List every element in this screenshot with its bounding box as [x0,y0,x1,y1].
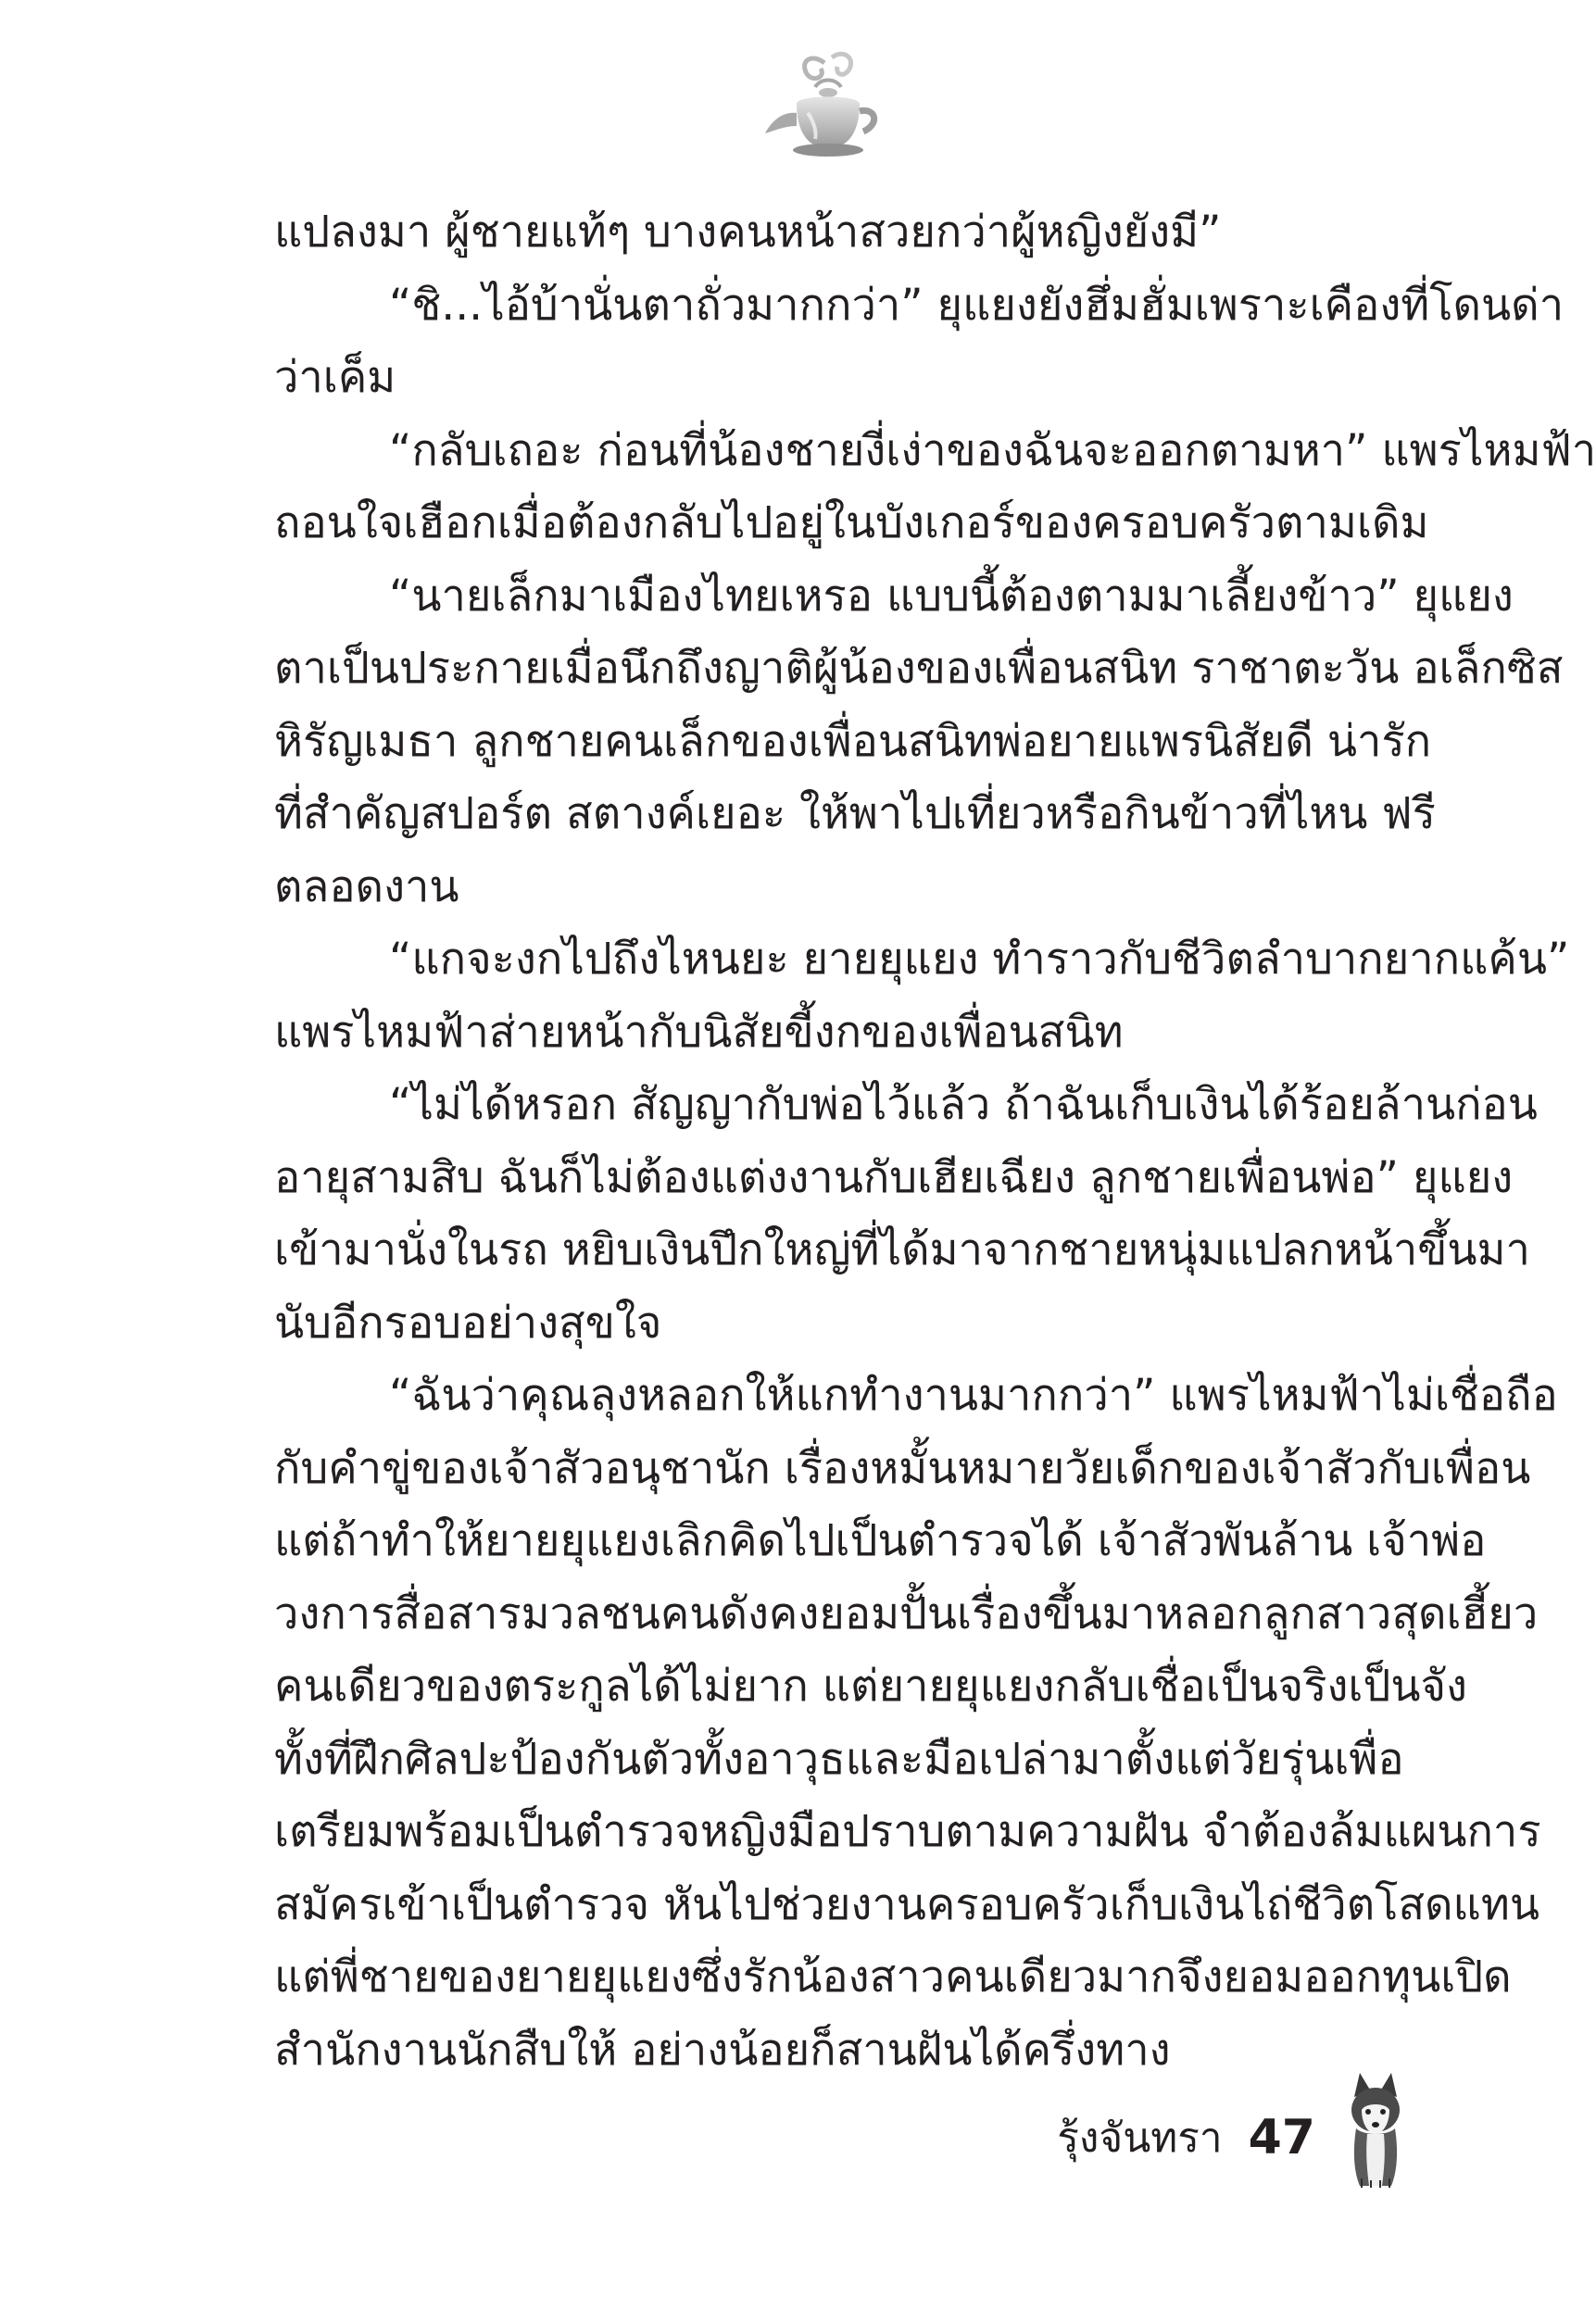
husky-dog-icon [1334,2069,1417,2190]
text-line: ทั้งที่ฝึกศิลปะป้องกันตัวทั้งอาวุธและมือเปล่ามาตั้งแต่วัยรุ่นเพื่อ [274,1733,1404,1785]
page-footer [1019,2101,1315,2175]
body-text [274,196,1596,2087]
teapot-emblem-icon [760,46,889,185]
text-line: สมัครเข้าเป็นตำรวจ หันไปช่วยงานครอบครัวเก็บเงินไถ่ชีวิตโสดแทน [274,1878,1539,1930]
text-line: แต่ถ้าทำให้ยายยุแยงเลิกคิดไปเป็นตำรวจได้ เจ้าสัวพันล้าน เจ้าพ่อ [274,1515,1487,1566]
text-line: แพรไหมฟ้าส่ายหน้ากับนิสัยขี้งกของเพื่อนสนิท [274,1006,1124,1058]
text-line: กับคำขู่ของเจ้าสัวอนุชานัก เรื่องหมั้นหมายวัยเด็กของเจ้าสัวกับเพื่อน [274,1442,1531,1494]
text-line: “นายเล็กมาเมืองไทยเหรอ แบบนี้ต้องตามมาเลี้ยงข้าว” ยุแยง [389,570,1514,621]
text-line: ตลอดงาน [274,860,459,912]
text-line: คนเดียวของตระกูลได้ไม่ยาก แต่ยายยุแยงกลับเชื่อเป็นจริงเป็นจัง [274,1661,1467,1712]
text-line: ตาเป็นประกายเมื่อนึกถึงญาติผู้น้องของเพื่อนสนิท ราชาตะวัน อเล็กซิส [274,643,1564,694]
text-line: “ฉันว่าคุณลุงหลอกให้แกทำงานมากกว่า” แพรไหมฟ้าไม่เชื่อถือ [389,1370,1558,1421]
text-line: “กลับเถอะ ก่อนที่น้องชายงี่เง่าของฉันจะออกตามหา” แพรไหมฟ้า [389,424,1596,476]
text-line: วงการสื่อสารมวลชนคนดังคงยอมปั้นเรื่องขึ้นมาหลอกลูกสาวสุดเฮี้ยว [274,1588,1539,1639]
footer-author: รุ้งจันทรา [1057,2115,1223,2162]
text-line: อายุสามสิบ ฉันก็ไม่ต้องแต่งงานกับเฮียเฉียง ลูกชายเพื่อนพ่อ” ยุแยง [274,1151,1514,1203]
text-line: “ชิ...ไอ้บ้านั่นตาถั่วมากกว่า” ยุแยงยังฮึ่มฮั่มเพราะเคืองที่โดนด่า [389,279,1565,331]
text-line: เตรียมพร้อมเป็นตำรวจหญิงมือปราบตามความฝัน จำต้องล้มแผนการ [274,1806,1541,1857]
text-line: เข้ามานั่งในรถ หยิบเงินปึกใหญ่ที่ได้มาจากชายหนุ่มแปลกหน้าขึ้นมา [274,1224,1530,1275]
text-line: “ไม่ได้หรอก สัญญากับพ่อไว้แล้ว ถ้าฉันเก็บเงินได้ร้อยล้านก่อน [389,1079,1538,1130]
text-line: แปลงมา ผู้ชายแท้ๆ บางคนหน้าสวยกว่าผู้หญิงยังมี” [274,207,1222,257]
text-line: ถอนใจเฮือกเมื่อต้องกลับไปอยู่ในบังเกอร์ของครอบครัวตามเดิม [274,497,1429,548]
page-number: 47 [1248,2110,1315,2165]
text-line: แต่พี่ชายของยายยุแยงซึ่งรักน้องสาวคนเดียวมากจึงยอมออกทุนเปิด [274,1952,1512,2002]
text-line: ว่าเค็ม [274,352,396,403]
text-line: หิรัญเมธา ลูกชายคนเล็กของเพื่อนสนิทพ่อยายแพรนิสัยดี น่ารัก [274,715,1432,767]
text-line: นับอีกรอบอย่างสุขใจ [274,1297,662,1349]
text-line: สำนักงานนักสืบให้ อย่างน้อยก็สานฝันได้ครึ่งทาง [274,2024,1171,2076]
text-line: ที่สำคัญสปอร์ต สตางค์เยอะ ให้พาไปเที่ยวหรือกินข้าวที่ไหน ฟรี [274,788,1436,839]
text-line: “แกจะงกไปถึงไหนยะ ยายยุแยง ทำราวกับชีวิตลำบากยากแค้น” [389,934,1570,985]
